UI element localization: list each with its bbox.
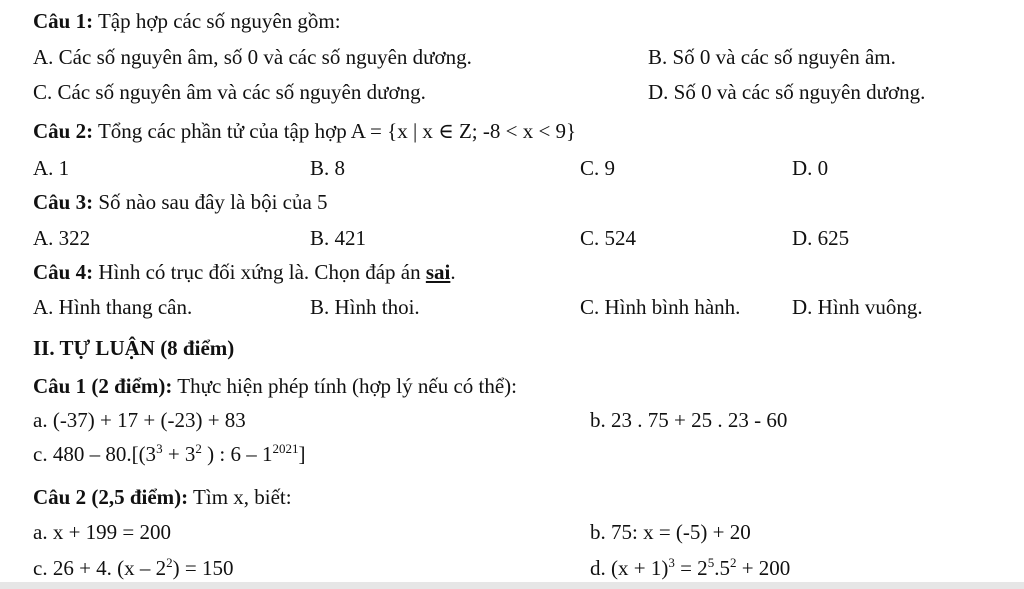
e2-label: Câu 2 (2,5 điểm): <box>33 485 189 509</box>
q4-option-b: B. Hình thoi. <box>310 295 420 319</box>
q1-text: Tập hợp các số nguyên gồm: <box>97 9 341 33</box>
q1-label: Câu 1: <box>33 9 94 33</box>
e2-d-sup1: 3 <box>668 555 675 570</box>
q4-end: . <box>450 260 456 284</box>
q2-option-b: B. 8 <box>310 156 346 180</box>
e1-c-sup3: 2021 <box>272 441 299 456</box>
e2-d-sup3: 2 <box>729 555 737 570</box>
e1-text: Thực hiện phép tính (hợp lý nếu có thể): <box>177 374 518 398</box>
q2-label: Câu 2: <box>33 119 94 143</box>
q3-text: Số nào sau đây là bội của 5 <box>98 190 328 214</box>
e1-c-pre: c. 480 – 80.[(3 <box>33 442 157 466</box>
q4-text: Hình có trục đối xứng là. Chọn đáp án <box>98 260 421 284</box>
q3-option-b: B. 421 <box>310 226 367 250</box>
e1-label: Câu 1 (2 điểm): <box>33 374 173 398</box>
q3-option-d: D. 625 <box>792 226 850 250</box>
e2-d-pre: d. (x + 1) <box>590 556 669 580</box>
q1-option-d: D. Số 0 và các số nguyên dương. <box>648 80 926 104</box>
e2-d-end: + 200 <box>736 556 791 580</box>
e1-c-end: ] <box>298 442 306 466</box>
e2-c-sup: 2 <box>166 555 173 570</box>
q1-option-a: A. Các số nguyên âm, số 0 và các số nguyên dương. <box>33 45 472 69</box>
q1-prompt <box>33 8 341 34</box>
e2-text: Tìm x, biết: <box>193 485 292 509</box>
section-2-title-text: II. TỰ LUẬN (8 điểm) <box>33 336 235 360</box>
e2-part-d <box>590 555 790 581</box>
e1-c-sup2: 2 <box>195 441 202 456</box>
q3-prompt <box>33 189 328 215</box>
q1-option-c: C. Các số nguyên âm và các số nguyên dương. <box>33 80 426 104</box>
e1-part-a: a. (-37) + 17 + (-23) + 83 <box>33 408 246 432</box>
q1-option-b: B. Số 0 và các số nguyên âm. <box>648 45 896 69</box>
e2-part-a: a. x + 199 = 200 <box>33 520 172 544</box>
e2-c-end: ) = 150 <box>172 556 234 580</box>
e2-d-sup2: 5 <box>707 555 715 570</box>
q3-option-a: A. 322 <box>33 226 91 250</box>
e2-part-b: b. 75: x = (-5) + 20 <box>590 520 751 544</box>
q3-option-c: C. 524 <box>580 226 637 250</box>
q2-option-a: A. 1 <box>33 156 70 180</box>
e1-part-c <box>33 441 305 467</box>
q2-text: Tổng các phần tử của tập hợp A = {x | x ∈ Z; -8 < x < 9} <box>97 119 577 143</box>
e1-c-mid: + 3 <box>162 442 196 466</box>
q3-label: Câu 3: <box>33 190 94 214</box>
bottom-edge-bar <box>0 582 1024 589</box>
q4-label: Câu 4: <box>33 260 94 284</box>
e2-part-c <box>33 555 234 581</box>
q4-prompt <box>33 259 456 285</box>
e2-c-pre: c. 26 + 4. (x – 2 <box>33 556 167 580</box>
q4-option-c: C. Hình bình hành. <box>580 295 741 319</box>
q4-emphasis: sai <box>425 260 451 284</box>
e1-c-sup1: 3 <box>156 441 163 456</box>
e1-part-b: b. 23 . 75 + 25 . 23 - 60 <box>590 408 788 432</box>
q4-option-d: D. Hình vuông. <box>792 295 923 319</box>
e1-prompt <box>33 373 517 399</box>
e2-d-mid: = 2 <box>674 556 708 580</box>
e2-d-mid2: .5 <box>714 556 730 580</box>
q2-option-c: C. 9 <box>580 156 616 180</box>
e2-prompt <box>33 484 292 510</box>
section-2-title <box>33 335 234 361</box>
e1-c-mid2: ) : 6 – 1 <box>201 442 273 466</box>
q4-option-a: A. Hình thang cân. <box>33 295 193 319</box>
q2-option-d: D. 0 <box>792 156 829 180</box>
q2-prompt <box>33 118 576 144</box>
